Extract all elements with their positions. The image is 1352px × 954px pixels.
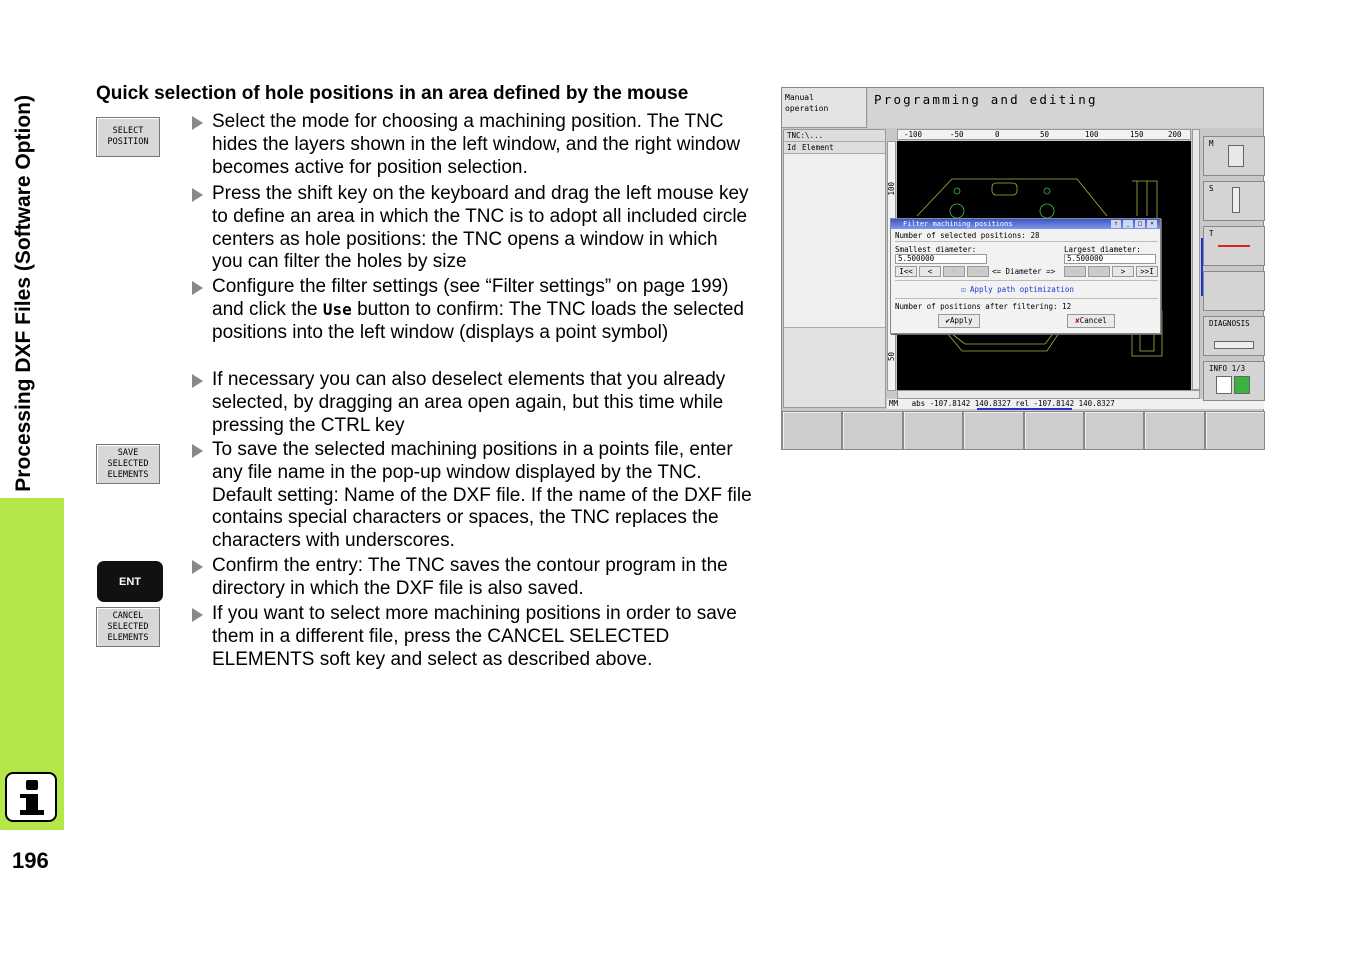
largest-first-button[interactable]: << <box>1064 266 1086 277</box>
bullet-item <box>192 183 752 274</box>
info-green-icon <box>1234 376 1250 394</box>
dialog-title-bar <box>891 219 1160 229</box>
softkey-info[interactable] <box>1203 361 1265 401</box>
ruler-label: 50 <box>887 352 896 362</box>
bullet-item <box>192 369 752 437</box>
ruler-label: -100 <box>904 130 923 139</box>
list-empty-area <box>784 327 885 407</box>
bullet-text: If you want to select more machining positions in order to save them in a different file, press the CANCEL SELECTED ELEMENTS soft key and select as described above. <box>212 603 737 670</box>
dialog-help-icon[interactable]: ↑ <box>1111 220 1121 228</box>
diameter-label: <= Diameter => <box>992 267 1056 276</box>
bullet-text-part: Configure the filter settings (see “Filter settings” on page 199) and click the <box>212 276 729 320</box>
operating-mode-box <box>782 88 867 128</box>
select-position-softkey <box>96 117 160 157</box>
bullet-text <box>212 276 752 344</box>
dialog-title: Filter machining positions <box>903 220 1013 228</box>
bullet-arrow-icon <box>192 444 203 458</box>
smallest-diameter-label: Smallest diameter: <box>895 245 977 254</box>
section-heading: Quick selection of hole positions in an area defined by the mouse <box>96 83 689 104</box>
path-optimization-checkbox[interactable] <box>961 285 1074 294</box>
horizontal-ruler <box>897 129 1191 140</box>
softkey-line: SAVE <box>117 447 139 458</box>
bottom-softkey[interactable] <box>1024 411 1084 450</box>
status-highlight <box>977 408 1072 410</box>
softkey-label: M <box>1209 139 1214 148</box>
dialog-maximize-icon[interactable]: □ <box>1135 220 1145 228</box>
cancel-button[interactable] <box>1067 314 1115 328</box>
largest-prev-button[interactable]: < <box>1088 266 1110 277</box>
largest-next-button[interactable]: > <box>1112 266 1134 277</box>
bullet-arrow-icon <box>192 188 203 202</box>
dialog-close-icon[interactable]: × <box>1147 220 1157 228</box>
bottom-softkey[interactable] <box>1205 411 1265 450</box>
softkey-empty[interactable] <box>1203 271 1265 311</box>
ruler-label: 100 <box>1085 130 1099 139</box>
softkey-label: T <box>1209 229 1214 238</box>
bottom-softkey[interactable] <box>963 411 1023 450</box>
chapter-title-vertical <box>12 95 68 495</box>
bullet-arrow-icon <box>192 374 203 388</box>
apply-label: Apply <box>949 316 973 325</box>
ruler-label: -50 <box>950 130 964 139</box>
selected-count-label: Number of selected positions: 28 <box>895 231 1040 240</box>
document-icon <box>1216 376 1232 394</box>
right-softkey-column <box>1203 136 1265 406</box>
cross-icon: ✘ <box>1075 316 1080 325</box>
bottom-softkey[interactable] <box>1084 411 1144 450</box>
largest-diameter-field[interactable]: 5.500000 <box>1064 254 1156 264</box>
chapter-title: Processing DXF Files (Software Option) <box>12 95 35 492</box>
smallest-prev-button[interactable]: < <box>919 266 941 277</box>
info-icon <box>5 772 57 822</box>
divider <box>895 241 1158 242</box>
softkey-label: S <box>1209 184 1214 193</box>
bullet-item <box>192 603 752 671</box>
bullet-text: To save the selected machining positions in a points file, enter any file name in the pop-up window displayed by the TNC. Default setting: Name of the DXF file. If the name of the DXF file contains special characters or spaces, the TNC replaces the characters with underscores. <box>212 439 752 552</box>
vertical-scrollbar[interactable] <box>1192 129 1200 390</box>
bullet-text: Select the mode for choosing a machining position. The TNC hides the layers shown in the left window, and the right window becomes active for position selection. <box>212 111 741 178</box>
bullet-arrow-icon <box>192 608 203 622</box>
largest-diameter-label: Largest diameter: <box>1064 245 1141 254</box>
softkey-label: INFO 1/3 <box>1209 364 1246 373</box>
bottom-softkey[interactable] <box>842 411 902 450</box>
tnc-mode-title: Programming and editing <box>868 88 1263 128</box>
softkey-line: POSITION <box>107 137 149 147</box>
checkbox-label: Apply path optimization <box>970 285 1074 294</box>
bullet-text: Press the shift key on the keyboard and drag the left mouse key to define an area in which the TNC is to adopt all included circle centers as hole positions: the TNC opens a window in which you can filter the holes by size <box>212 183 749 273</box>
horizontal-scrollbar[interactable] <box>897 390 1200 399</box>
after-filter-count-label: Number of positions after filtering: 12 <box>895 302 1072 311</box>
ruler-label: 0 <box>995 130 1000 139</box>
path-header: TNC:\... <box>784 130 885 142</box>
largest-last-button[interactable]: >>I <box>1136 266 1158 277</box>
ruler-label: 200 <box>1168 130 1182 139</box>
dialog-minimize-icon[interactable]: _ <box>1123 220 1133 228</box>
softkey-line: SELECT <box>112 126 144 136</box>
softkey-t[interactable] <box>1203 226 1265 266</box>
tnc-screenshot <box>781 87 1264 450</box>
bullet-item <box>192 111 752 179</box>
tool-change-icon <box>1218 245 1250 247</box>
bullet-arrow-icon <box>192 560 203 574</box>
diagnosis-icon <box>1214 341 1254 349</box>
bullet-text: If necessary you can also deselect elements that you already selected, by dragging an area open again, but this time while pressing the CTRL key <box>212 369 726 436</box>
column-id: Id <box>787 143 797 152</box>
mode-label-line: operation <box>785 104 829 113</box>
filter-positions-dialog <box>890 218 1161 334</box>
softkey-label: DIAGNOSIS <box>1209 319 1250 328</box>
softkey-line: SELECTED <box>107 621 149 632</box>
ruler-label: 50 <box>1040 130 1050 139</box>
use-button-name: Use <box>322 299 352 319</box>
smallest-first-button[interactable]: I<< <box>895 266 917 277</box>
smallest-diameter-field[interactable]: 5.500000 <box>895 254 987 264</box>
softkey-line: ELEMENTS <box>107 632 149 643</box>
spindle-icon <box>1232 187 1240 213</box>
bottom-softkey-row <box>782 411 1265 450</box>
element-list-panel <box>783 129 886 408</box>
divider <box>895 298 1158 299</box>
smallest-last-button[interactable]: >> <box>967 266 989 277</box>
checkbox-checked-icon: ☑ <box>961 285 966 294</box>
bullet-item <box>192 555 752 601</box>
cancel-selected-elements-softkey <box>96 607 160 647</box>
bottom-softkey[interactable] <box>1144 411 1204 450</box>
bottom-softkey[interactable] <box>782 411 842 450</box>
machine-icon <box>1228 145 1244 167</box>
cancel-label: Cancel <box>1079 316 1107 325</box>
bullet-text: Confirm the entry: The TNC saves the contour program in the directory in which the DXF file is also saved. <box>212 555 728 599</box>
softkey-m[interactable] <box>1203 136 1265 176</box>
ruler-label: 150 <box>1130 130 1144 139</box>
bullet-item <box>192 439 752 553</box>
coordinate-status-bar: MM abs -107.8142 140.8327 rel -107.8142 140.8327 <box>887 399 1264 409</box>
softkey-diagnosis[interactable] <box>1203 316 1265 356</box>
ent-key: ENT <box>97 561 163 602</box>
column-element: Element <box>802 143 834 152</box>
smallest-next-button[interactable]: < <box>943 266 965 277</box>
column-header <box>784 142 885 154</box>
softkey-s[interactable] <box>1203 181 1265 221</box>
bottom-softkey[interactable] <box>903 411 963 450</box>
bullet-arrow-icon <box>192 116 203 130</box>
bullet-item <box>192 276 752 344</box>
apply-button[interactable] <box>938 314 980 328</box>
softkey-line: CANCEL <box>112 610 144 621</box>
save-selected-elements-softkey <box>96 444 160 484</box>
softkey-line: ELEMENTS <box>107 469 149 480</box>
divider <box>895 280 1158 281</box>
mode-label-line: Manual <box>785 93 814 102</box>
page-number: 196 <box>12 848 49 873</box>
softkey-line: SELECTED <box>107 458 149 469</box>
bullet-text-part: button to confirm: The TNC loads the selected positions into the left window (displays a point symbol) <box>212 298 744 343</box>
check-icon: ✔ <box>945 316 950 325</box>
bullet-arrow-icon <box>192 281 203 295</box>
ruler-label: 100 <box>887 182 896 196</box>
